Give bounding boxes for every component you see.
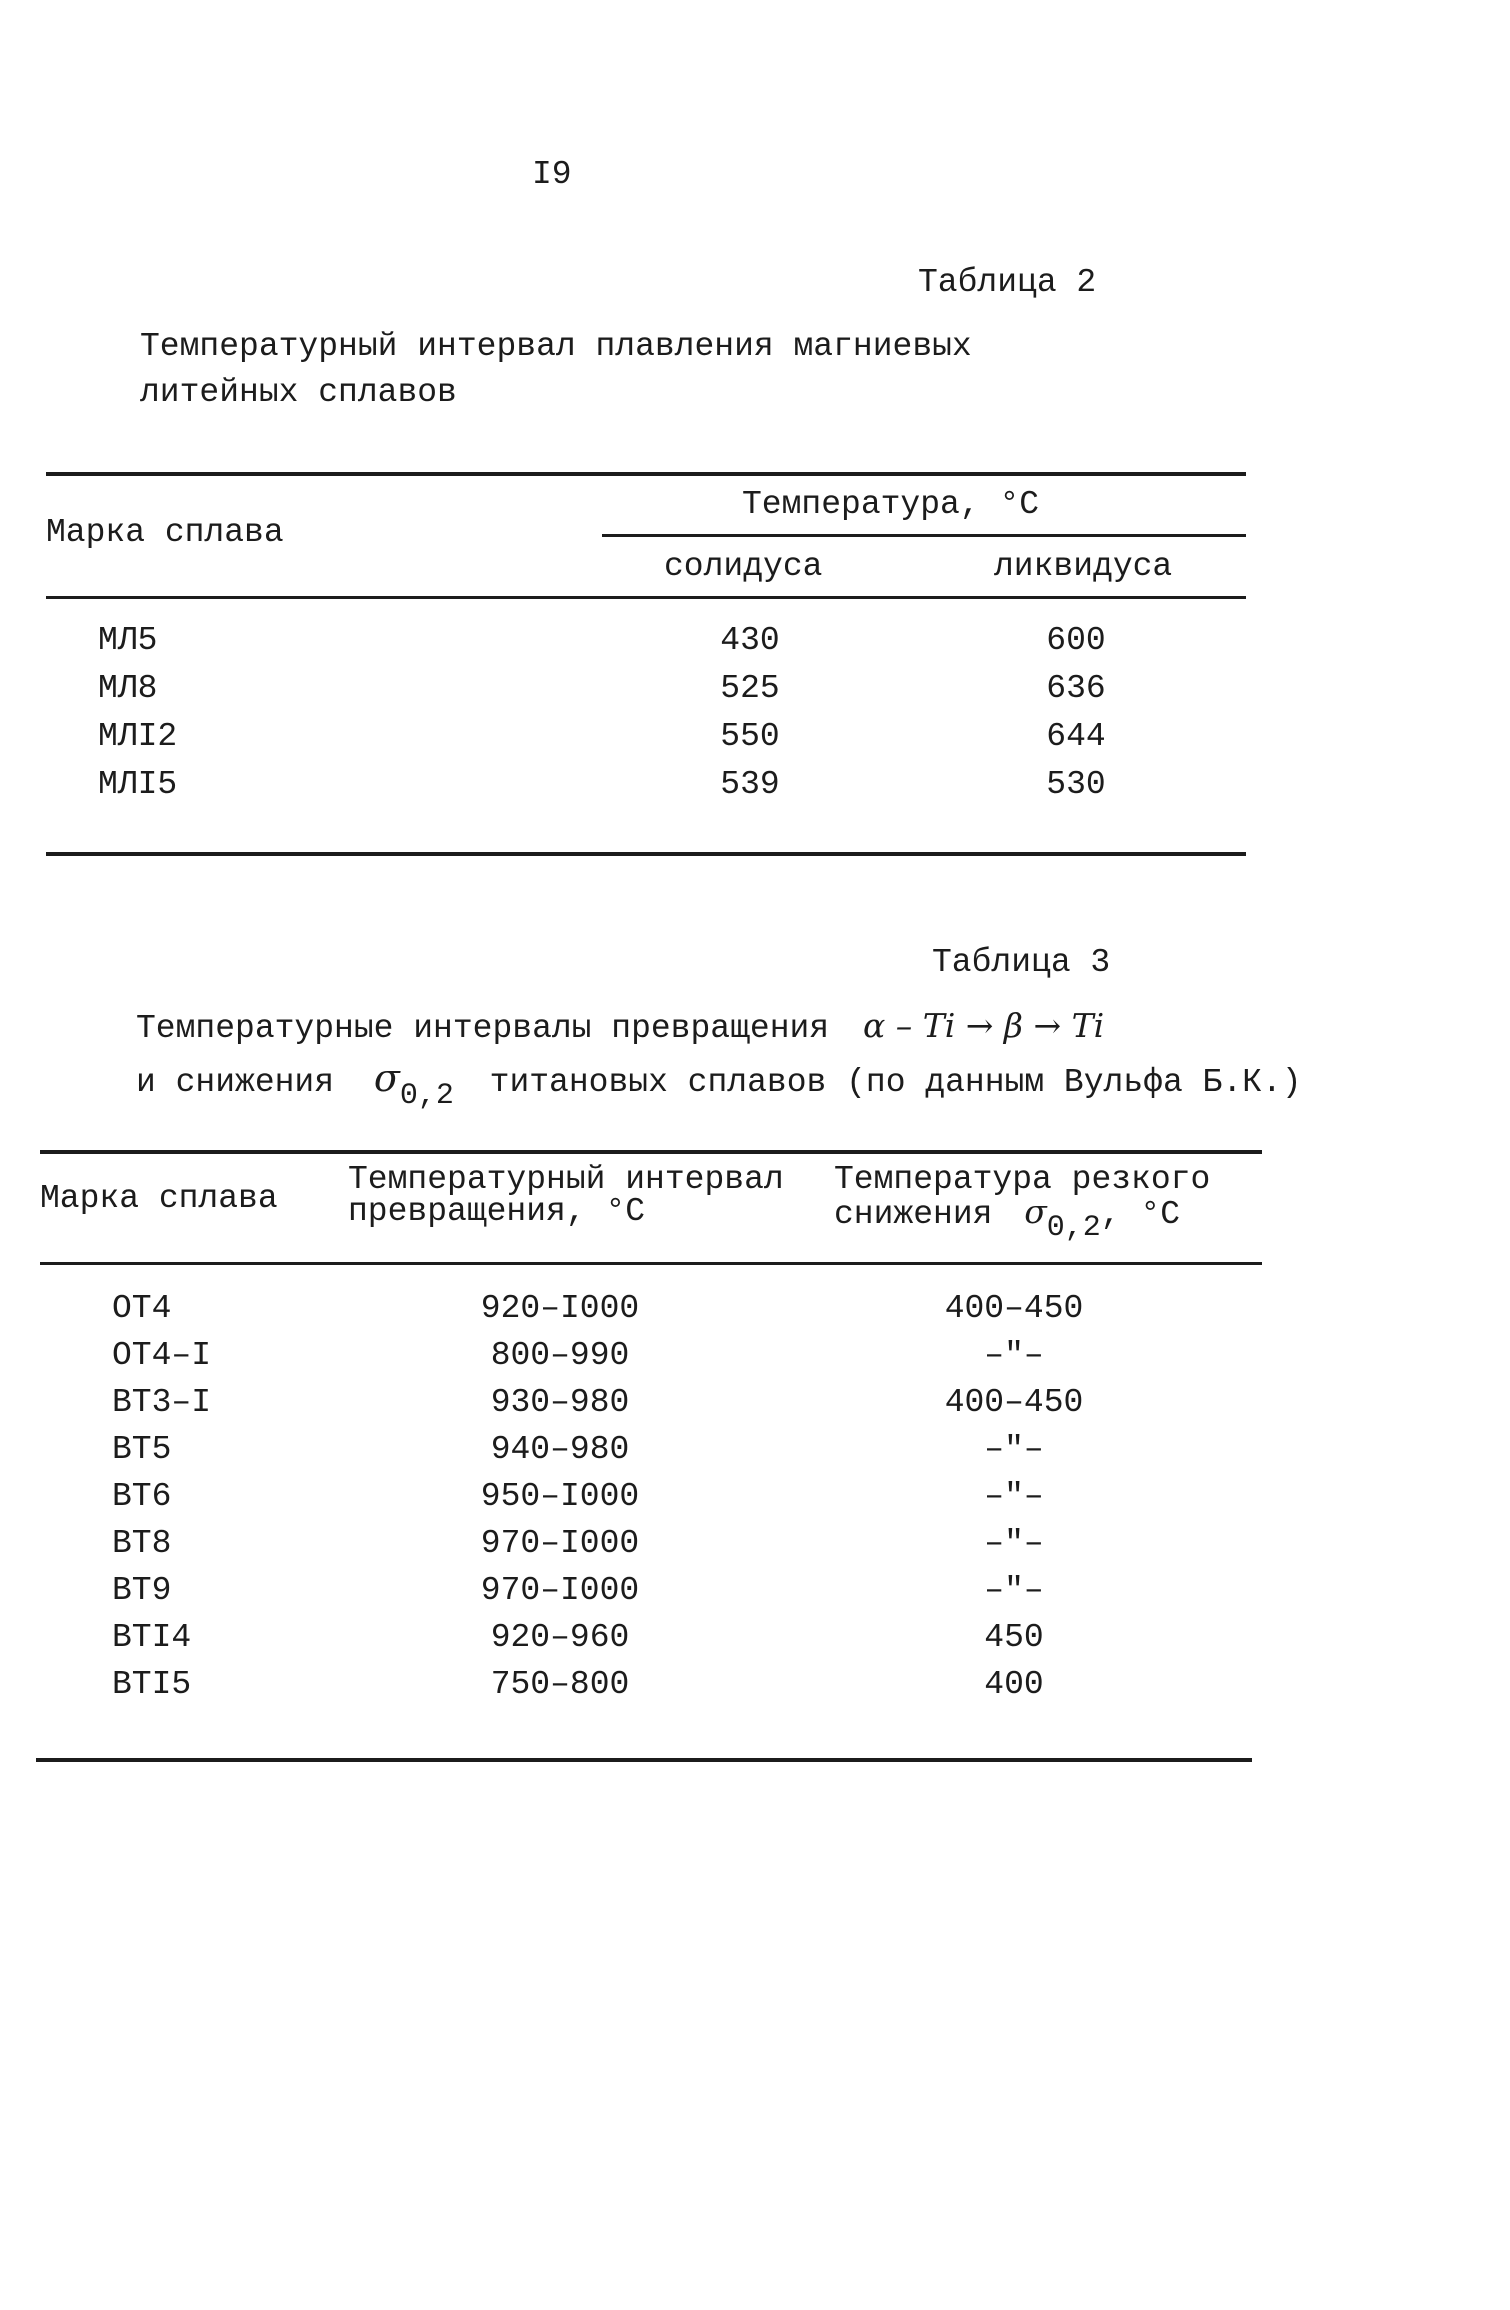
table2-col-solidus: солидуса: [664, 548, 823, 585]
table2-col-alloy: Марка сплава: [46, 514, 284, 551]
table2-row: [0, 622, 1510, 662]
table3-caption-line2: [136, 1056, 1302, 1113]
table2-header-rule: [46, 596, 1246, 599]
table3-cell-alloy: ВТI5: [112, 1666, 192, 1703]
table3-top-rule: [40, 1150, 1262, 1154]
table3-cell-alloy: ОТ4–I: [112, 1337, 212, 1374]
table2-cell-alloy: МЛ8: [98, 670, 158, 707]
table3-cell-interval: 800–990: [490, 1337, 630, 1374]
table2-sub-rule: [602, 534, 1246, 537]
table3-row: [0, 1384, 1510, 1424]
table2-row: [0, 718, 1510, 758]
table3-caption-line1: [136, 1006, 1104, 1047]
table2-col-temp-unit: °C: [999, 486, 1040, 523]
table2-col-temp-label: Температура,: [742, 486, 980, 523]
table3-label: Таблица 3: [932, 944, 1111, 981]
table3-cell-interval: 970–I000: [480, 1525, 640, 1562]
table2-cell-liquidus: 644: [1046, 718, 1106, 755]
table3-col-alloy: Марка сплава: [40, 1180, 278, 1217]
table3-cell-interval: 940–980: [490, 1431, 630, 1468]
table3-row: [0, 1525, 1510, 1565]
table3-cell-interval: 970–I000: [480, 1572, 640, 1609]
table2-cell-liquidus: 636: [1046, 670, 1106, 707]
table3-cell-alloy: ОТ4: [112, 1290, 172, 1327]
table3-cell-interval: 920–960: [490, 1619, 630, 1656]
sigma-symbol: σ: [1024, 1192, 1047, 1231]
table2-cell-solidus: 550: [720, 718, 780, 755]
table3-row: [0, 1572, 1510, 1612]
sigma-subscript: 0,2: [399, 1079, 454, 1113]
table3-row: [0, 1619, 1510, 1659]
table3-cell-interval: 930–980: [490, 1384, 630, 1421]
page-number: I9: [532, 156, 572, 193]
table3-cell-alloy: ВТ9: [112, 1572, 172, 1609]
table2-caption-line2: литейных сплавов: [140, 374, 457, 411]
table2-row: [0, 766, 1510, 806]
table3-col-drop-unit: °C: [1140, 1196, 1181, 1233]
table2-bottom-rule: [46, 852, 1246, 856]
table3-col-interval-line1: Температурный интервал: [348, 1161, 784, 1198]
table3-cell-interval: 750–800: [490, 1666, 630, 1703]
table2-caption-line1: Температурный интервал плавления магниевых: [140, 328, 972, 365]
sigma-subscript: 0,2: [1046, 1211, 1101, 1245]
table3-cell-drop: –"–: [984, 1572, 1044, 1609]
table3-cell-drop: –"–: [984, 1525, 1044, 1562]
table3-cell-interval: 950–I000: [480, 1478, 640, 1515]
table3-col-drop-line1: Температура резкого: [834, 1161, 1211, 1198]
table2-cell-solidus: 525: [720, 670, 780, 707]
table3-cell-drop: –"–: [984, 1431, 1044, 1468]
table2-cell-solidus: 539: [720, 766, 780, 803]
table3-caption-text-a: и снижения: [136, 1064, 335, 1101]
table3-row: [0, 1478, 1510, 1518]
table2-top-rule: [46, 472, 1246, 476]
table3-row: [0, 1431, 1510, 1471]
table3-bottom-rule: [36, 1758, 1252, 1762]
table2-label: Таблица 2: [918, 264, 1097, 301]
table3-cell-alloy: ВТ3–I: [112, 1384, 212, 1421]
table3-col-interval-line2: превращения, °C: [348, 1193, 646, 1230]
table3-cell-drop: 400: [984, 1666, 1044, 1703]
table3-col-interval: [348, 1161, 784, 1230]
table2-cell-alloy: МЛI2: [98, 718, 178, 755]
table3-cell-drop: 400–450: [944, 1290, 1084, 1327]
table2-cell-liquidus: 530: [1046, 766, 1106, 803]
table3-col-drop-line2: снижения $\sigma_{0,2}$, °C: [834, 1192, 1181, 1245]
table2-row: [0, 670, 1510, 710]
table3-cell-alloy: ВТ5: [112, 1431, 172, 1468]
table3-cell-drop: 450: [984, 1619, 1044, 1656]
table3-row: [0, 1666, 1510, 1706]
table3-cell-alloy: ВТ8: [112, 1525, 172, 1562]
table3-cell-alloy: ВТI4: [112, 1619, 192, 1656]
table3-col-drop: [834, 1161, 1211, 1245]
table3-cell-drop: –"–: [984, 1337, 1044, 1374]
table3-cell-drop: –"–: [984, 1478, 1044, 1515]
table2-col-temp: [742, 486, 1039, 523]
table3-cell-alloy: ВТ6: [112, 1478, 172, 1515]
table3-row: [0, 1290, 1510, 1330]
table3-header-rule: [40, 1262, 1262, 1265]
table3-cell-drop: 400–450: [944, 1384, 1084, 1421]
table3-caption-formula: α – Ti → β → Ti: [862, 1006, 1105, 1045]
table3-caption-text: Температурные интервалы превращения: [136, 1010, 830, 1047]
table3-row: [0, 1337, 1510, 1377]
table2-cell-alloy: МЛ5: [98, 622, 158, 659]
table3-col-interval-unit: °C: [605, 1193, 646, 1230]
table2-cell-liquidus: 600: [1046, 622, 1106, 659]
sigma-symbol: σ: [373, 1056, 400, 1100]
table2-col-liquidus: ликвидуса: [994, 548, 1173, 585]
table2-cell-solidus: 430: [720, 622, 780, 659]
table3-caption-text-b: титановых сплавов (по данным Вульфа Б.К.): [489, 1064, 1302, 1101]
table2-cell-alloy: МЛI5: [98, 766, 178, 803]
table3-cell-interval: 920–I000: [480, 1290, 640, 1327]
